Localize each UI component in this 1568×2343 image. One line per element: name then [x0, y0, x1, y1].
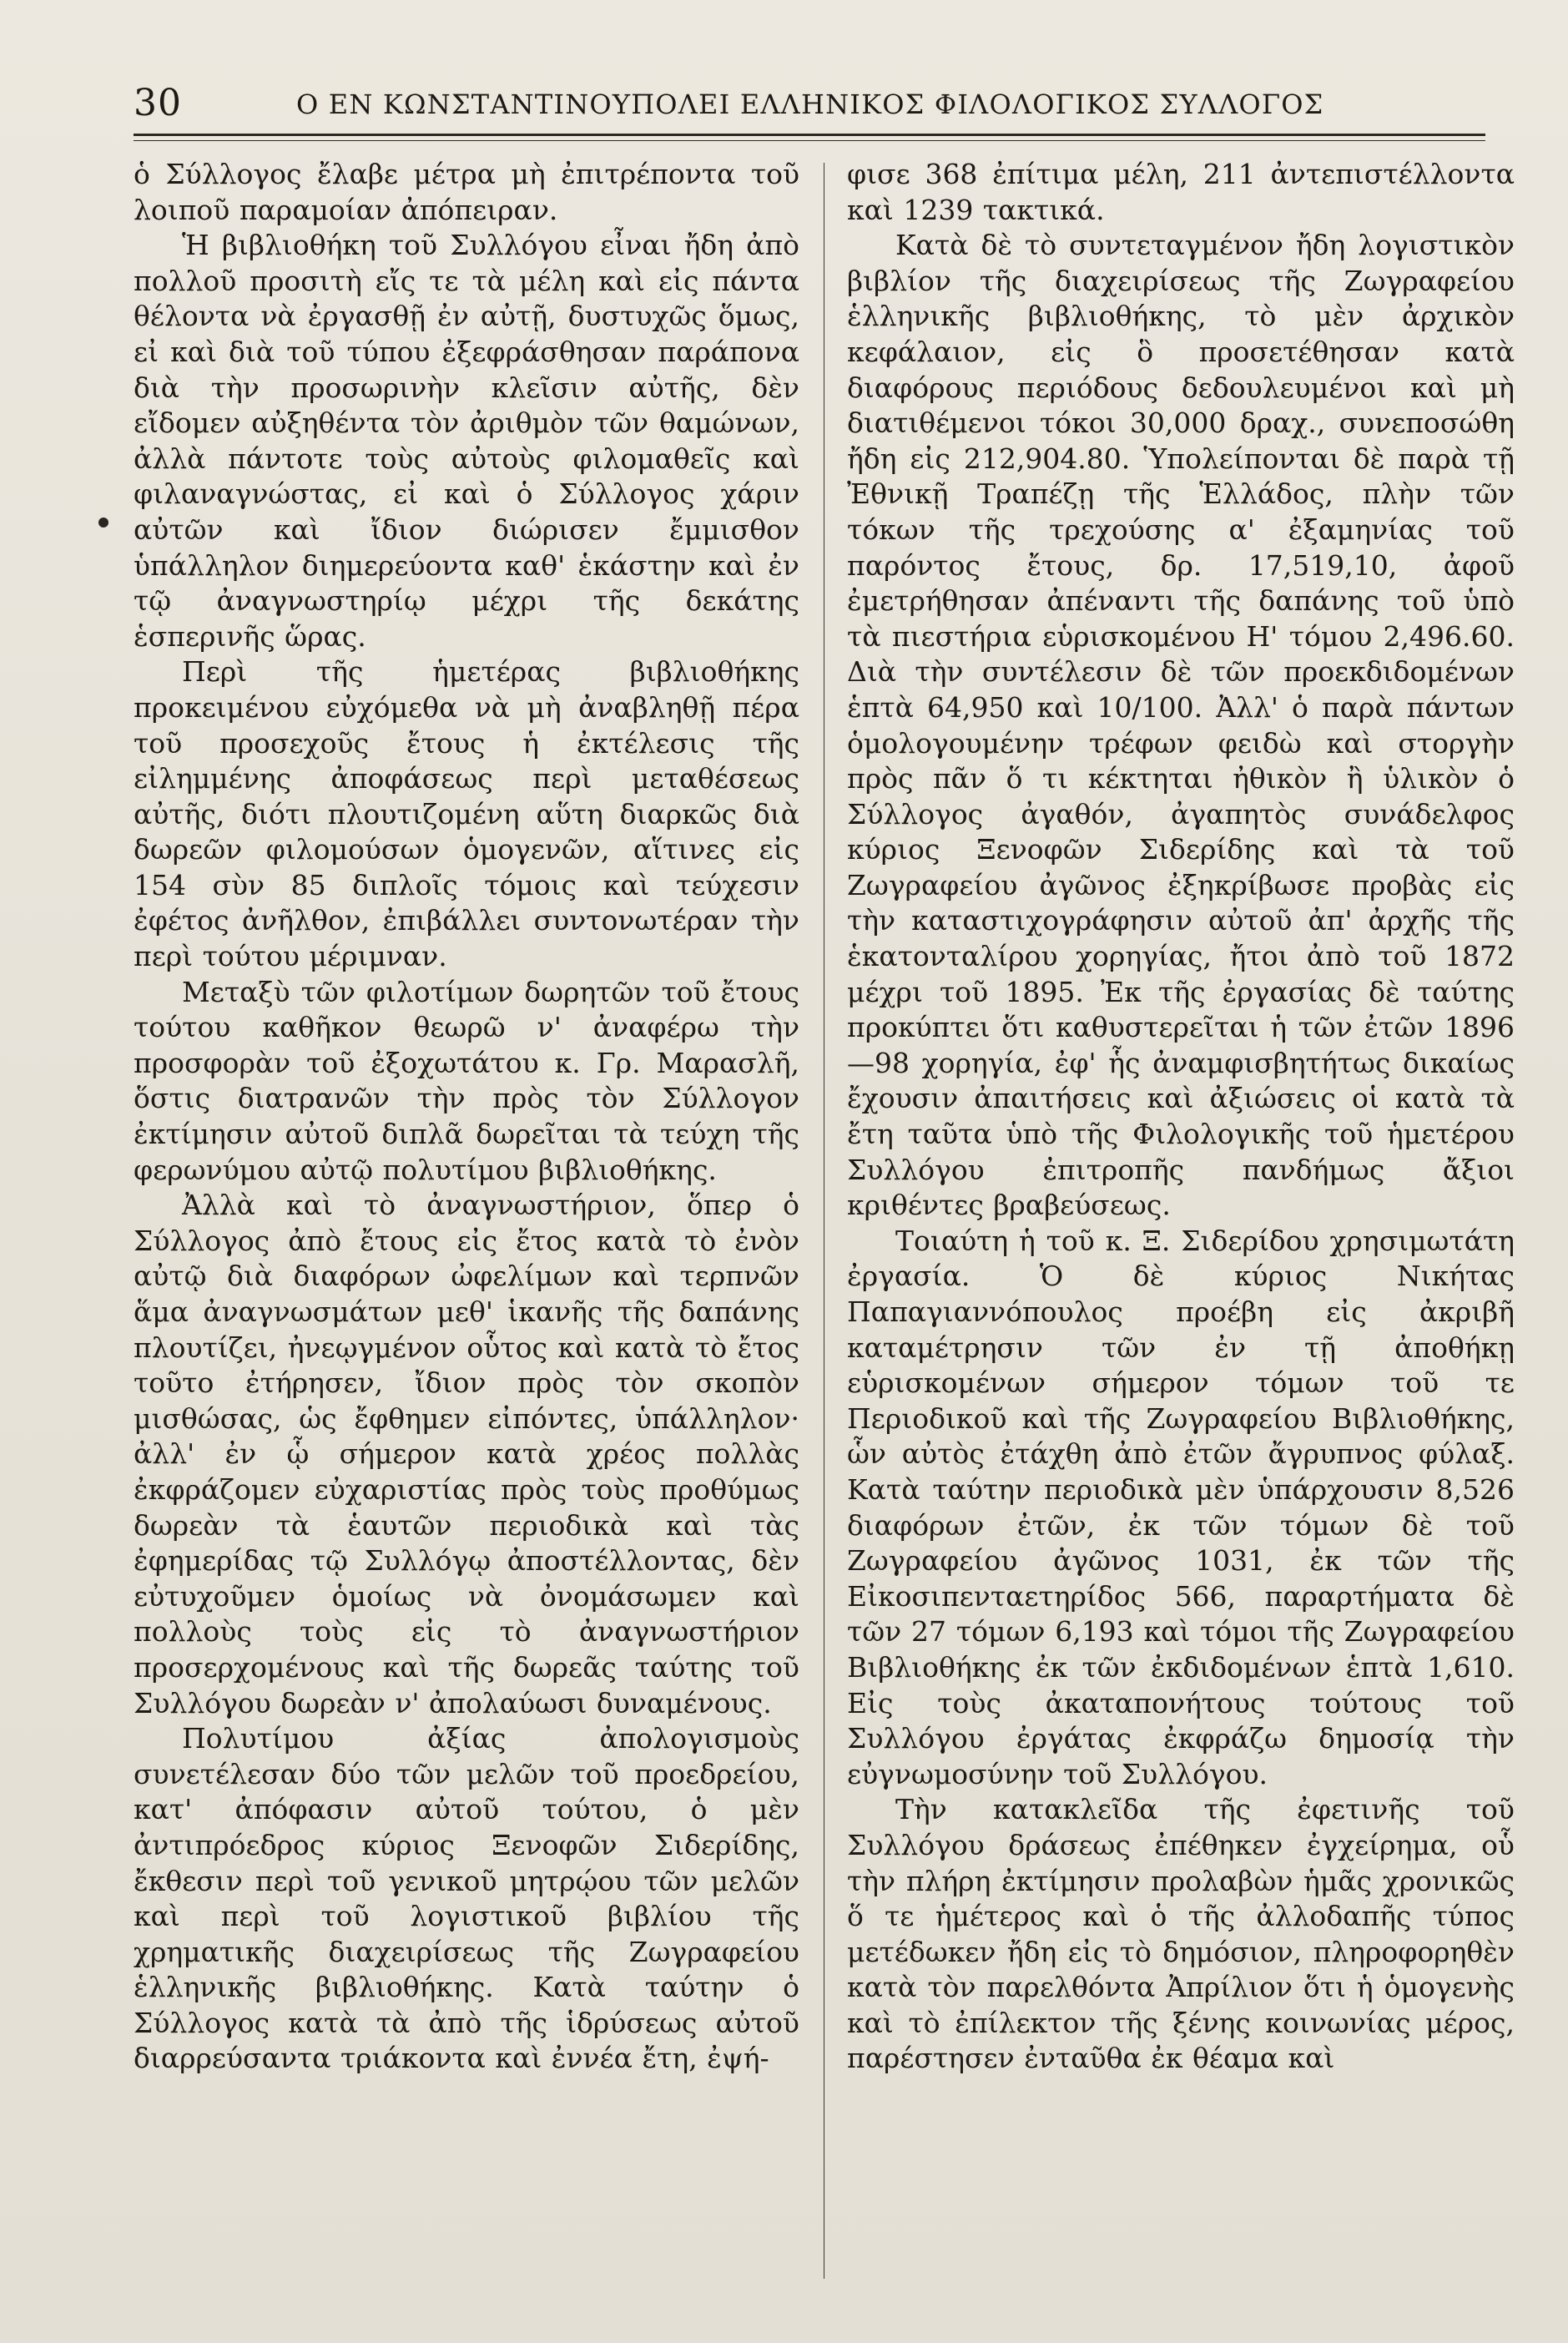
running-head: Ο ΕΝ ΚΩΝΣΤΑΝΤΙΝΟΥΠΟΛΕΙ ΕΛΛΗΝΙΚΟΣ ΦΙΛΟΛΟΓΙΚΟΣ ΣΥΛΛΟΓΟΣ [296, 88, 1324, 120]
paragraph: Ἡ βιβλιοθήκη τοῦ Συλλόγου εἶναι ἤδη ἀπὸ πολλοῦ προσιτὴ εἴς τε τὰ μέλη καὶ εἰς πάντα θέλοντα νὰ ἐργασθῇ ἐν αὐτῇ, δυστυχῶς ὅμως, εἰ καὶ διὰ τοῦ τύπου ἐξεφράσθησαν παράπονα διὰ τὴν προσωρινὴν κλεῖσιν αὐτῆς, δὲν εἴδομεν αὐξηθέντα τὸν ἀριθμὸν τῶν θαμώνων, ἀλλὰ πάντοτε τοὺς αὐτοὺς φιλομαθεῖς καὶ φιλαναγνώστας, εἰ καὶ ὁ Σύλλογος χάριν αὐτῶν καὶ ἴδιον διώρισεν ἔμμισθον ὑπάλληλον διημερεύοντα καθ' ἑκάστην καὶ ἐν τῷ ἀναγνωστηρίῳ μέχρι τῆς δεκάτης ἑσπερινῆς ὥρας. [134, 229, 799, 653]
right-column [847, 157, 1515, 2077]
paragraph: Κατὰ δὲ τὸ συντεταγμένον ἤδη λογιστικὸν βιβλίον τῆς διαχειρίσεως τῆς Ζωγραφείου ἑλληνικῆς βιβλιοθήκης, τὸ μὲν ἀρχικὸν κεφάλαιον, εἰς ὃ προσετέθησαν κατὰ διαφόρους περιόδους δεδουλευμένοι καὶ μὴ διατιθέμενοι τόκοι 30,000 δραχ., συνεποσώθη ἤδη εἰς 212,904.80. Ὑπολείπονται δὲ παρὰ τῇ Ἐθνικῇ Τραπέζῃ τῆς Ἑλλάδος, πλὴν τῶν τόκων τῆς τρεχούσης α' ἐξαμηνίας τοῦ παρόντος ἔτους, δρ. 17,519,10, ἀφοῦ ἐμετρήθησαν ἀπέναντι τῆς δαπάνης τοῦ ὑπὸ τὰ πιεστήρια εὑρισκομένου Η' τόμου 2,496.60. Διὰ τὴν συντέλεσιν δὲ τῶν προεκδιδομένων ἑπτὰ 64,950 καὶ 10/100. Ἀλλ' ὁ παρὰ πάντων ὁμολογουμένην τρέφων φειδὼ καὶ στοργὴν πρὸς πᾶν ὅ τι κέκτηται ἠθικὸν ἢ ὑλικὸν ὁ Σύλλογος ἀγαθόν, ἀγαπητὸς συνάδελφος κύριος Ξενοφῶν Σιδερίδης καὶ τὰ τοῦ Ζωγραφείου ἀγῶνος ἐξηκρίβωσε προβὰς εἰς τὴν καταστιχογράφησιν αὐτοῦ ἀπ' ἀρχῆς τῆς ἑκατονταλίρου χορηγίας, ἤτοι ἀπὸ τοῦ 1872 μέχρι τοῦ 1895. Ἐκ τῆς ἐργασίας δὲ ταύτης προκύπτει ὅτι καθυστερεῖται ἡ τῶν ἐτῶν 1896—98 χορηγία, ἐφ' ἧς ἀναμφισβητήτως δικαίως ἔχουσιν ἀπαιτήσεις καὶ ἀξιώσεις οἱ κατὰ τὰ ἔτη ταῦτα ὑπὸ τῆς Φιλολογικῆς τοῦ ἡμετέρου Συλλόγου ἐπιτροπῆς πανδήμως ἄξιοι κριθέντες βραβεύσεως. [847, 229, 1515, 1222]
paragraph: Μεταξὺ τῶν φιλοτίμων δωρητῶν τοῦ ἔτους τούτου καθῆκον θεωρῶ ν' ἀναφέρω τὴν προσφορὰν τοῦ ἐξοχωτάτου κ. Γρ. Μαρασλῆ, ὅστις διατρανῶν τὴν πρὸς τὸν Σύλλογον ἐκτίμησιν αὐτοῦ διπλᾶ δωρεῖται τὰ τεύχη τῆς φερωνύμου αὐτῷ πολυτίμου βιβλιοθήκης. [134, 975, 799, 1186]
header-rule-thin [134, 140, 1485, 141]
page-header [134, 82, 1435, 132]
paragraph: Ἀλλὰ καὶ τὸ ἀναγνωστήριον, ὅπερ ὁ Σύλλογος ἀπὸ ἔτους εἰς ἔτος κατὰ τὸ ἐνὸν αὐτῷ διὰ διαφόρων ὠφελίμων καὶ τερπνῶν ἅμα ἀναγνωσμάτων μεθ' ἱκανῆς τῆς δαπάνης πλουτίζει, ἠνεῳγμένον οὗτος καὶ κατὰ τὸ ἔτος τοῦτο ἐτήρησεν, ἴδιον πρὸς τὸν σκοπὸν μισθώσας, ὡς ἔφθημεν εἰπόντες, ὑπάλληλον· ἀλλ' ἐν ᾧ σήμερον κατὰ χρέος πολλὰς ἐκφράζομεν εὐχαριστίας πρὸς τοὺς προθύμως δωρεὰν τὰ ἑαυτῶν περιοδικὰ καὶ τὰς ἐφημερίδας τῷ Συλλόγῳ ἀποστέλλοντας, δὲν εὐτυχοῦμεν ὁμοίως νὰ ὀνομάσωμεν καὶ πολλοὺς τοὺς εἰς τὸ ἀναγνωστήριον προσερχομένους καὶ τῆς δωρεᾶς ταύτης τοῦ Συλλόγου δωρεὰν ν' ἀπολαύωσι δυναμένους. [134, 1189, 799, 1719]
left-column [134, 157, 799, 2077]
paragraph: Τοιαύτη ἡ τοῦ κ. Ξ. Σιδερίδου χρησιμωτάτη ἐργασία. Ὁ δὲ κύριος Νικήτας Παπαγιαννόπουλος προέβη εἰς ἀκριβῆ καταμέτρησιν τῶν ἐν τῇ ἀποθήκῃ εὑρισκομένων σήμερον τόμων τοῦ τε Περιοδικοῦ καὶ τῆς Ζωγραφείου Βιβλιοθήκης, ὧν αὐτὸς ἐτάχθη ἀπὸ ἐτῶν ἄγρυπνος φύλαξ. Κατὰ ταύτην περιοδικὰ μὲν ὑπάρχουσιν 8,526 διαφόρων ἐτῶν, ἐκ τῶν τόμων δὲ τοῦ Ζωγραφείου ἀγῶνος 1031, ἐκ τῶν τῆς Εἰκοσιπενταετηρίδος 566, παραρτήματα δὲ τῶν 27 τόμων 6,193 καὶ τόμοι τῆς Ζωγραφείου Βιβλιοθήκης ἐκ τῶν ἐκδιδομένων ἑπτὰ 1,610. Εἰς τοὺς ἀκαταπονήτους τούτους τοῦ Συλλόγου ἐργάτας ἐκφράζω δημοσίᾳ τὴν εὐγνωμοσύνην τοῦ Συλλόγου. [847, 1224, 1515, 1790]
paragraph: Πολυτίμου ἀξίας ἀπολογισμοὺς συνετέλεσαν δύο τῶν μελῶν τοῦ προεδρείου, κατ' ἀπόφασιν αὐτοῦ τούτου, ὁ μὲν ἀντιπρόεδρος κύριος Ξενοφῶν Σιδερίδης, ἔκθεσιν περὶ τοῦ γενικοῦ μητρῴου τῶν μελῶν καὶ περὶ τοῦ λογιστικοῦ βιβλίου τῆς χρηματικῆς διαχειρίσεως τῆς Ζωγραφείου ἑλληνικῆς βιβλιοθήκης. Κατὰ ταύτην ὁ Σύλλογος κατὰ τὰ ἀπὸ τῆς ἱδρύσεως αὐτοῦ διαρρεύσαντα τριάκοντα καὶ ἐννέα ἔτη, ἐψή- [134, 1722, 799, 2075]
margin-mark [98, 518, 108, 528]
paragraph: φισε 368 ἐπίτιμα μέλη, 211 ἀντεπιστέλλοντα καὶ 1239 τακτικά. [847, 158, 1515, 226]
paragraph: ὁ Σύλλογος ἔλαβε μέτρα μὴ ἐπιτρέποντα τοῦ λοιποῦ παραμοίαν ἀπόπειραν. [134, 158, 799, 226]
header-rule [134, 134, 1485, 136]
paragraph: Τὴν κατακλεῖδα τῆς ἐφετινῆς τοῦ Συλλόγου δράσεως ἐπέθηκεν ἐγχείρημα, οὗ τὴν πλήρη ἐκτίμησιν προλαβὼν ἡμᾶς χρονικῶς ὅ τε ἡμέτερος καὶ ὁ τῆς ἀλλοδαπῆς τύπος μετέδωκεν ἤδη εἰς τὸ δημόσιον, πληροφορηθὲν κατὰ τὸν παρελθόντα Ἀπρίλιον ὅτι ἡ ὁμογενὴς καὶ τὸ ἐπίλεκτον τῆς ξένης κοινωνίας μέρος, παρέστησεν ἐνταῦθα ἐκ θέαμα καὶ [847, 1793, 1515, 2075]
page-number: 30 [134, 82, 182, 124]
paragraph: Περὶ τῆς ἡμετέρας βιβλιοθήκης προκειμένου εὐχόμεθα νὰ μὴ ἀναβληθῇ πέρα τοῦ προσεχοῦς ἔτους ἡ ἐκτέλεσις τῆς εἰλημμένης ἀποφάσεως περὶ μεταθέσεως αὐτῆς, διότι πλουτιζομένη αὕτη διαρκῶς διὰ δωρεῶν φιλομούσων ὁμογενῶν, αἵτινες εἰς 154 σὺν 85 διπλοῖς τόμοις καὶ τεύχεσιν ἐφέτος ἀνῆλθον, ἐπιβάλλει συντονωτέραν τὴν περὶ τούτου μέριμναν. [134, 655, 799, 973]
